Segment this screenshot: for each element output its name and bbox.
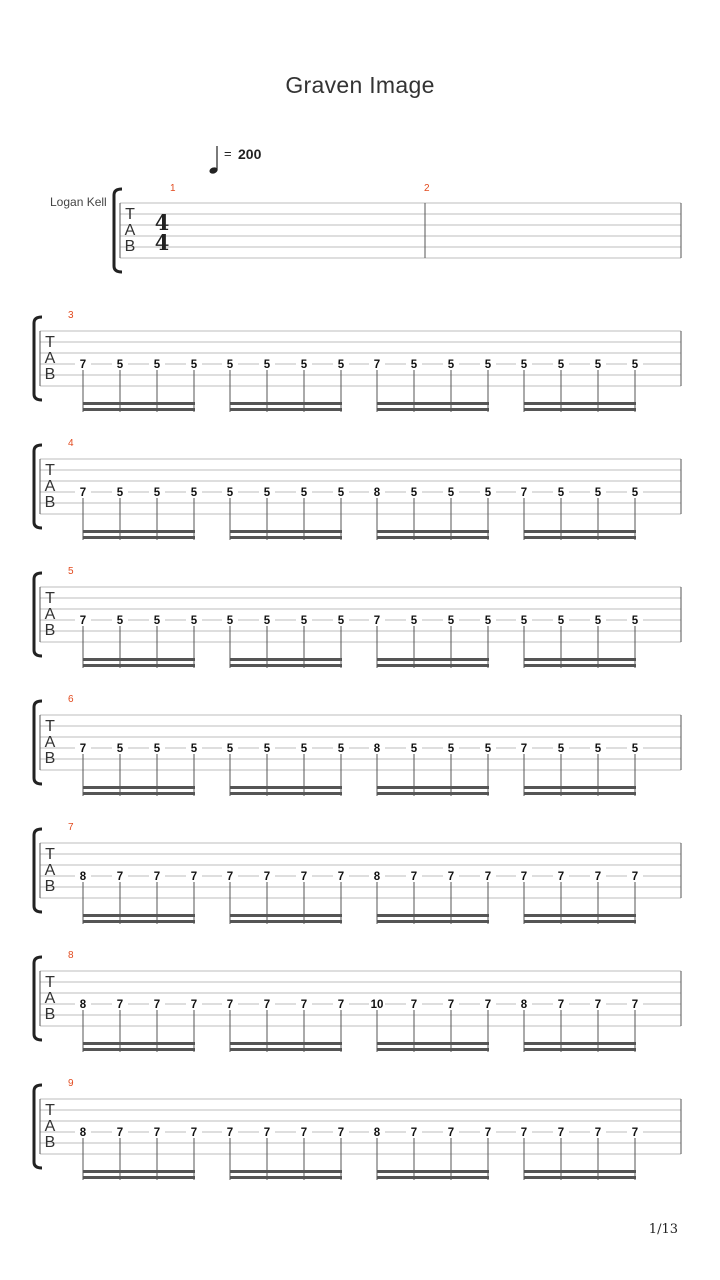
fret-number: 5: [557, 487, 565, 499]
fret-number: 5: [226, 487, 234, 499]
beam: [524, 402, 636, 405]
fret-number: 5: [190, 615, 198, 627]
fret-number: 5: [337, 487, 345, 499]
fret-number: 5: [447, 487, 455, 499]
beam: [83, 530, 195, 533]
fret-number: 5: [557, 359, 565, 371]
beam: [83, 792, 195, 795]
fret-number: 5: [263, 743, 271, 755]
tab-clef-letter: B: [44, 494, 56, 511]
tab-clef-letter: A: [44, 1118, 56, 1135]
measure-number: 8: [68, 950, 74, 961]
measure-number: 2: [424, 183, 430, 194]
beam: [230, 658, 342, 661]
fret-number: 5: [300, 615, 308, 627]
fret-number: 5: [484, 615, 492, 627]
fret-number: 7: [153, 999, 161, 1011]
fret-number: 5: [226, 359, 234, 371]
tab-clef-letter: B: [124, 238, 136, 255]
page-number: 1/13: [648, 1222, 678, 1237]
fret-number: 7: [263, 1127, 271, 1139]
measure-number: 3: [68, 310, 74, 321]
beam: [524, 536, 636, 539]
fret-number: 7: [79, 487, 87, 499]
measure-number: 4: [68, 438, 74, 449]
fret-number: 5: [631, 359, 639, 371]
beam: [83, 1048, 195, 1051]
beam: [524, 1170, 636, 1173]
fret-number: 7: [631, 999, 639, 1011]
fret-number: 8: [373, 871, 381, 883]
beam: [83, 920, 195, 923]
fret-number: 5: [520, 359, 528, 371]
fret-number: 5: [153, 615, 161, 627]
tab-clef-letter: B: [44, 622, 56, 639]
fret-number: 5: [263, 359, 271, 371]
fret-number: 5: [337, 359, 345, 371]
fret-number: 7: [226, 871, 234, 883]
fret-number: 5: [631, 615, 639, 627]
fret-number: 5: [153, 487, 161, 499]
beam: [230, 1048, 342, 1051]
beam: [377, 408, 489, 411]
tab-clef-letter: T: [45, 462, 55, 479]
fret-number: 5: [190, 487, 198, 499]
beam: [230, 402, 342, 405]
beam: [377, 792, 489, 795]
fret-number: 7: [520, 743, 528, 755]
fret-number: 7: [190, 1127, 198, 1139]
tab-clef-letter: T: [45, 334, 55, 351]
system-bracket: [34, 445, 42, 528]
beam: [230, 408, 342, 411]
fret-number: 7: [153, 1127, 161, 1139]
track-name: Logan Kell: [50, 195, 107, 209]
beam: [524, 792, 636, 795]
fret-number: 5: [190, 359, 198, 371]
tab-clef-letter: B: [44, 1006, 56, 1023]
beam: [377, 914, 489, 917]
tempo-value: 200: [238, 146, 262, 162]
fret-number: 5: [300, 359, 308, 371]
time-signature-numerator: 4: [154, 210, 170, 235]
fret-number: 7: [594, 871, 602, 883]
fret-number: 5: [153, 359, 161, 371]
beam: [230, 920, 342, 923]
fret-number: 7: [337, 871, 345, 883]
tab-clef-letter: A: [124, 222, 136, 239]
tab-clef-letter: T: [45, 974, 55, 991]
beam: [83, 914, 195, 917]
fret-number: 10: [370, 999, 384, 1011]
measure-number: 9: [68, 1078, 74, 1089]
fret-number: 7: [190, 999, 198, 1011]
fret-number: 7: [263, 871, 271, 883]
beam: [524, 1048, 636, 1051]
beam: [83, 786, 195, 789]
fret-number: 5: [410, 743, 418, 755]
fret-number: 7: [263, 999, 271, 1011]
fret-number: 8: [373, 743, 381, 755]
fret-number: 7: [300, 871, 308, 883]
fret-number: 7: [226, 999, 234, 1011]
beam: [377, 536, 489, 539]
beam: [377, 786, 489, 789]
fret-number: 5: [226, 615, 234, 627]
tab-clef-letter: T: [45, 718, 55, 735]
beam: [377, 1042, 489, 1045]
beam: [83, 1176, 195, 1179]
fret-number: 7: [373, 359, 381, 371]
fret-number: 7: [116, 999, 124, 1011]
tab-clef-letter: B: [44, 750, 56, 767]
beam: [377, 1176, 489, 1179]
beam: [377, 530, 489, 533]
tab-clef-letter: A: [44, 350, 56, 367]
fret-number: 7: [116, 871, 124, 883]
beam: [230, 1042, 342, 1045]
beam: [377, 664, 489, 667]
fret-number: 5: [631, 487, 639, 499]
beam: [230, 536, 342, 539]
beam: [524, 920, 636, 923]
fret-number: 7: [153, 871, 161, 883]
tab-clef-letter: B: [44, 366, 56, 383]
system-bracket: [34, 829, 42, 912]
measure-number: 6: [68, 694, 74, 705]
fret-number: 7: [594, 1127, 602, 1139]
fret-number: 5: [263, 615, 271, 627]
system-bracket: [34, 573, 42, 656]
fret-number: 5: [263, 487, 271, 499]
fret-number: 7: [557, 1127, 565, 1139]
beam: [83, 1042, 195, 1045]
beam: [377, 658, 489, 661]
fret-number: 5: [337, 615, 345, 627]
tab-clef-letter: B: [44, 1134, 56, 1151]
fret-number: 5: [410, 359, 418, 371]
fret-number: 5: [520, 615, 528, 627]
system-bracket: [34, 957, 42, 1040]
system-bracket: [114, 189, 122, 272]
fret-number: 7: [447, 1127, 455, 1139]
beam: [230, 914, 342, 917]
fret-number: 5: [153, 743, 161, 755]
beam: [230, 792, 342, 795]
fret-number: 7: [226, 1127, 234, 1139]
fret-number: 8: [520, 999, 528, 1011]
fret-number: 7: [520, 1127, 528, 1139]
fret-number: 5: [594, 359, 602, 371]
fret-number: 7: [337, 1127, 345, 1139]
fret-number: 5: [410, 615, 418, 627]
fret-number: 7: [484, 871, 492, 883]
beam: [524, 658, 636, 661]
beam: [83, 658, 195, 661]
fret-number: 7: [410, 1127, 418, 1139]
beam: [230, 786, 342, 789]
fret-number: 7: [300, 999, 308, 1011]
fret-number: 8: [79, 871, 87, 883]
fret-number: 8: [79, 999, 87, 1011]
fret-number: 5: [594, 615, 602, 627]
fret-number: 7: [300, 1127, 308, 1139]
fret-number: 7: [447, 871, 455, 883]
beam: [524, 1176, 636, 1179]
fret-number: 7: [520, 871, 528, 883]
beam: [377, 920, 489, 923]
time-signature-denominator: 4: [154, 230, 170, 255]
fret-number: 7: [373, 615, 381, 627]
system-bracket: [34, 1085, 42, 1168]
beam: [83, 408, 195, 411]
fret-number: 7: [190, 871, 198, 883]
fret-number: 5: [594, 487, 602, 499]
beam: [83, 536, 195, 539]
beam: [524, 408, 636, 411]
tab-clef-letter: T: [45, 1102, 55, 1119]
tab-clef-letter: A: [44, 990, 56, 1007]
tab-clef-letter: T: [45, 590, 55, 607]
fret-number: 7: [484, 999, 492, 1011]
tab-clef-letter: A: [44, 862, 56, 879]
fret-number: 5: [226, 743, 234, 755]
fret-number: 7: [410, 871, 418, 883]
fret-number: 5: [484, 743, 492, 755]
system-bracket: [34, 701, 42, 784]
fret-number: 5: [631, 743, 639, 755]
fret-number: 8: [373, 487, 381, 499]
system-bracket: [34, 317, 42, 400]
song-title: Graven Image: [285, 72, 435, 98]
beam: [377, 1048, 489, 1051]
tab-clef-letter: B: [44, 878, 56, 895]
fret-number: 5: [594, 743, 602, 755]
beam: [230, 664, 342, 667]
fret-number: 5: [447, 359, 455, 371]
tab-clef-letter: T: [125, 206, 135, 223]
fret-number: 5: [337, 743, 345, 755]
fret-number: 7: [79, 359, 87, 371]
fret-number: 7: [79, 743, 87, 755]
tab-clef-letter: A: [44, 734, 56, 751]
fret-number: 8: [79, 1127, 87, 1139]
measure-number: 7: [68, 822, 74, 833]
beam: [524, 664, 636, 667]
fret-number: 7: [557, 871, 565, 883]
measure-number: 1: [170, 183, 176, 194]
beam: [230, 530, 342, 533]
tab-clef-letter: A: [44, 606, 56, 623]
fret-number: 7: [557, 999, 565, 1011]
tab-clef-letter: T: [45, 846, 55, 863]
fret-number: 5: [447, 743, 455, 755]
beam: [83, 402, 195, 405]
fret-number: 5: [484, 359, 492, 371]
fret-number: 5: [300, 743, 308, 755]
beam: [377, 402, 489, 405]
beam: [524, 530, 636, 533]
fret-number: 5: [116, 359, 124, 371]
fret-number: 5: [300, 487, 308, 499]
fret-number: 7: [594, 999, 602, 1011]
fret-number: 7: [116, 1127, 124, 1139]
beam: [524, 914, 636, 917]
measure-number: 5: [68, 566, 74, 577]
fret-number: 5: [116, 487, 124, 499]
fret-number: 7: [410, 999, 418, 1011]
tab-clef-letter: A: [44, 478, 56, 495]
fret-number: 5: [116, 743, 124, 755]
tempo-equals: =: [224, 146, 232, 161]
beam: [83, 664, 195, 667]
fret-number: 5: [116, 615, 124, 627]
beam: [524, 1042, 636, 1045]
beam: [230, 1170, 342, 1173]
beam: [377, 1170, 489, 1173]
fret-number: 5: [410, 487, 418, 499]
fret-number: 7: [79, 615, 87, 627]
fret-number: 7: [447, 999, 455, 1011]
fret-number: 7: [631, 871, 639, 883]
fret-number: 7: [631, 1127, 639, 1139]
fret-number: 5: [557, 615, 565, 627]
fret-number: 5: [484, 487, 492, 499]
fret-number: 7: [520, 487, 528, 499]
fret-number: 5: [557, 743, 565, 755]
beam: [83, 1170, 195, 1173]
fret-number: 7: [337, 999, 345, 1011]
fret-number: 5: [447, 615, 455, 627]
beam: [230, 1176, 342, 1179]
fret-number: 8: [373, 1127, 381, 1139]
beam: [524, 786, 636, 789]
fret-number: 5: [190, 743, 198, 755]
fret-number: 7: [484, 1127, 492, 1139]
